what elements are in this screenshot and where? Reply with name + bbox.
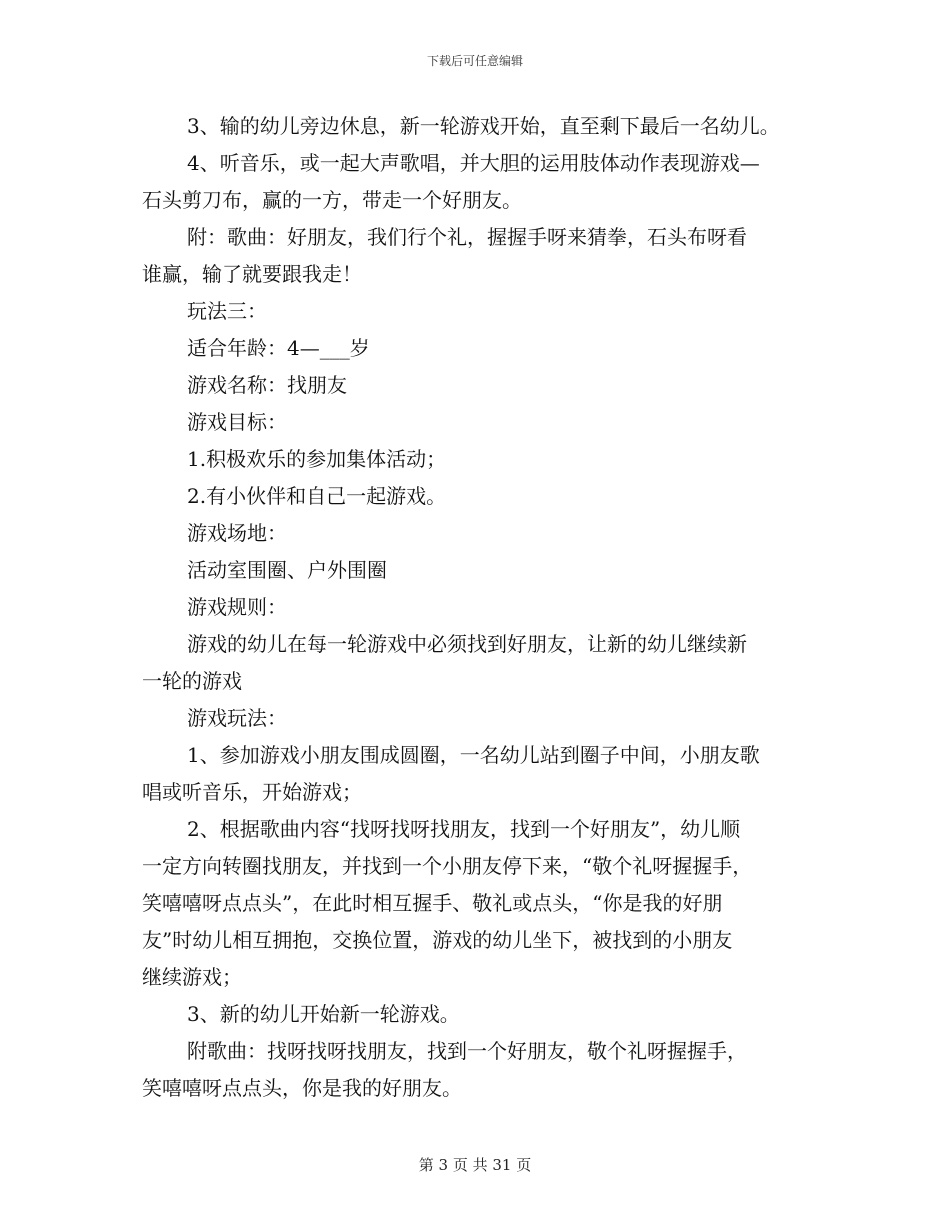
paragraph-line: 附：歌曲：好朋友，我们行个礼，握握手呀来猜拳，石头布呀看 bbox=[187, 225, 747, 249]
page-header-note: 下载后可任意编辑 bbox=[426, 54, 523, 68]
paragraph-line: 继续游戏； bbox=[142, 965, 242, 989]
paragraph-line: 适合年龄：4—___岁 bbox=[187, 336, 370, 360]
section-heading: 玩法三： bbox=[187, 299, 267, 323]
paragraph-line: 游戏规则： bbox=[187, 595, 287, 619]
paragraph-line: 2、根据歌曲内容“找呀找呀找朋友，找到一个好朋友”，幼儿顺 bbox=[187, 817, 741, 841]
paragraph-line: 4、听音乐，或一起大声歌唱，并大胆的运用肢体动作表现游戏— bbox=[187, 151, 760, 175]
paragraph-line: 游戏的幼儿在每一轮游戏中必须找到好朋友，让新的幼儿继续新 bbox=[187, 632, 747, 656]
paragraph-line: 活动室围圈、户外围圈 bbox=[187, 558, 387, 582]
paragraph-line: 3、新的幼儿开始新一轮游戏。 bbox=[187, 1002, 460, 1026]
paragraph-line: 石头剪刀布，赢的一方，带走一个好朋友。 bbox=[142, 188, 522, 212]
paragraph-line: 1、参加游戏小朋友围成圆圈，一名幼儿站到圈子中间，小朋友歌 bbox=[187, 743, 760, 767]
paragraph-line: 游戏玩法： bbox=[187, 706, 287, 730]
document-body bbox=[142, 108, 822, 1107]
paragraph-line: 谁赢，输了就要跟我走！ bbox=[142, 262, 362, 286]
paragraph-line: 一定方向转圈找朋友，并找到一个小朋友停下来，“敬个礼呀握握手， bbox=[142, 854, 753, 878]
paragraph-line: 3、输的幼儿旁边休息，新一轮游戏开始，直至剩下最后一名幼儿。 bbox=[187, 114, 780, 138]
paragraph-line: 游戏目标： bbox=[187, 410, 287, 434]
paragraph-line: 1.积极欢乐的参加集体活动； bbox=[187, 447, 447, 471]
paragraph-line: 2.有小伙伴和自己一起游戏。 bbox=[187, 484, 447, 508]
paragraph-line: 附歌曲：找呀找呀找朋友，找到一个好朋友，敬个礼呀握握手， bbox=[187, 1039, 747, 1063]
page-number: 第 3 页 共 31 页 bbox=[418, 1156, 532, 1174]
paragraph-line: 笑嘻嘻呀点点头”，在此时相互握手、敬礼或点头，“你是我的好朋 bbox=[142, 891, 723, 915]
paragraph-line: 游戏名称：找朋友 bbox=[187, 373, 347, 397]
paragraph-line: 游戏场地： bbox=[187, 521, 287, 545]
paragraph-line: 笑嘻嘻呀点点头，你是我的好朋友。 bbox=[142, 1076, 462, 1100]
paragraph-line: 一轮的游戏 bbox=[142, 669, 242, 693]
paragraph-line: 唱或听音乐，开始游戏； bbox=[142, 780, 362, 804]
paragraph-line: 友”时幼儿相互拥抱，交换位置，游戏的幼儿坐下，被找到的小朋友 bbox=[142, 928, 733, 952]
